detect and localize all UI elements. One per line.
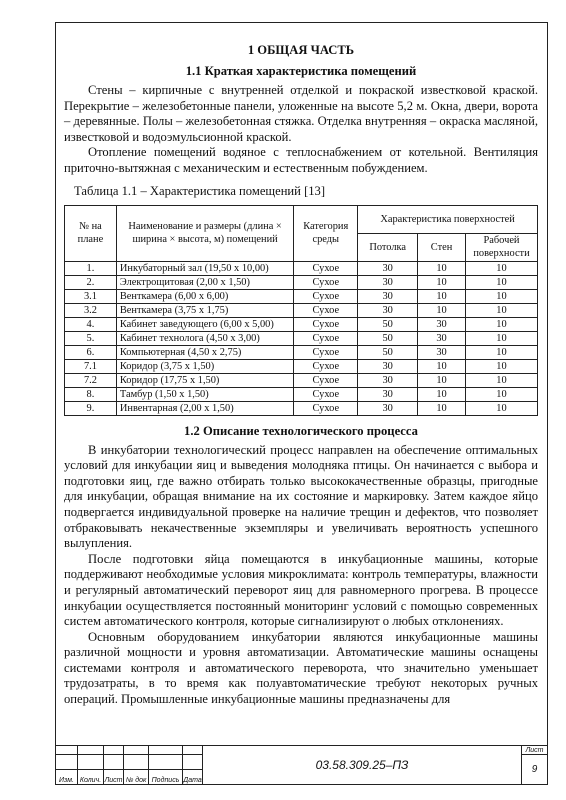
subsection-heading-1-1: 1.1 Краткая характеристика помещений — [185, 64, 417, 78]
row-work-surface: 10 — [466, 317, 538, 331]
header-num: № на плане — [65, 205, 117, 261]
table-row — [65, 317, 538, 331]
table-row — [65, 359, 538, 373]
row-name: Инвентарная (2,00 х 1,50) — [116, 401, 293, 415]
row-number: 4. — [65, 317, 117, 331]
header-ceiling: Потолка — [358, 233, 418, 261]
row-work-surface: 10 — [466, 359, 538, 373]
subsection-heading-1-2: 1.2 Описание технологического процесса — [184, 423, 418, 438]
row-walls: 10 — [418, 275, 466, 289]
row-walls: 10 — [418, 289, 466, 303]
table-row — [65, 275, 538, 289]
row-work-surface: 10 — [466, 289, 538, 303]
row-environment: Сухое — [294, 345, 358, 359]
row-ceiling: 30 — [358, 303, 418, 317]
row-ceiling: 50 — [358, 345, 418, 359]
row-name: Венткамера (3,75 х 1,75) — [116, 303, 293, 317]
header-category: Категория среды — [294, 205, 358, 261]
paragraph-process-intro: В инкубатории технологический процесс направлен на обеспечение оптимальных условий для инкубации яиц и выведения молодняка птицы. Он начинается с выбора и подготовки яиц, где важно отбирать только высококачественные образцы, пригодные для инкубации, обращая внимание на их состояние и маркировку. Затем каждое яйцо подвергается индивидуальной проверке на наличие трещин и дефектов, что позволяет отбраковывать некачественные экземпляры и увеличивать вероятность успешного вылупления. — [64, 442, 538, 551]
row-environment: Сухое — [294, 317, 358, 331]
row-walls: 10 — [418, 261, 466, 275]
page-number: 9 — [522, 755, 548, 785]
row-work-surface: 10 — [466, 387, 538, 401]
section-heading-main: 1 ОБЩАЯ ЧАСТЬ — [247, 43, 355, 57]
row-number: 2. — [65, 275, 117, 289]
row-work-surface: 10 — [466, 261, 538, 275]
row-environment: Сухое — [294, 387, 358, 401]
row-walls: 10 — [418, 359, 466, 373]
row-ceiling: 30 — [358, 387, 418, 401]
row-environment: Сухое — [294, 303, 358, 317]
row-ceiling: 30 — [358, 275, 418, 289]
row-walls: 10 — [418, 387, 466, 401]
premises-table — [64, 205, 538, 416]
header-walls: Стен — [418, 233, 466, 261]
row-number: 3.1 — [65, 289, 117, 303]
row-work-surface: 10 — [466, 331, 538, 345]
stamp-izm: Изм. — [56, 770, 78, 785]
row-environment: Сухое — [294, 359, 358, 373]
row-number: 7.2 — [65, 373, 117, 387]
row-name: Коридор (3,75 х 1,50) — [116, 359, 293, 373]
row-ceiling: 50 — [358, 331, 418, 345]
stamp-kolich: Колич. — [78, 770, 104, 785]
paragraph-walls: Стены – кирпичные с внутренней отделкой и покраской известковой краской. Перекрытие – железобетонные панели, уложенные на высоте 5,2 м. Окна, двери, ворота – деревянные. Полы – железобетонная стяжка. Отделка внутренняя – окраска масляной, известковой и водоэмульсионной краской. — [64, 83, 538, 144]
row-ceiling: 30 — [358, 289, 418, 303]
row-name: Инкубаторный зал (19,50 х 10,00) — [116, 261, 293, 275]
row-name: Венткамера (6,00 х 6,00) — [116, 289, 293, 303]
header-name: Наименование и размеры (длина × ширина × высота, м) помещений — [116, 205, 293, 261]
row-number: 6. — [65, 345, 117, 359]
row-work-surface: 10 — [466, 345, 538, 359]
paragraph-equipment: Основным оборудованием инкубатории являются инкубационные машины различной мощности и уровня автоматизации. Автоматические машины оснащены системами контроля и автоматического переворота, что значительно уменьшает трудозатраты, в то время как полуавтоматические требуют некоторых ручных операций. Промышленные инкубационные машины предназначены для — [64, 629, 538, 707]
document-body — [64, 42, 538, 708]
table-row — [65, 303, 538, 317]
row-environment: Сухое — [294, 275, 358, 289]
header-surface-group: Характеристика поверхностей — [358, 205, 538, 233]
row-walls: 30 — [418, 345, 466, 359]
table-row — [65, 373, 538, 387]
row-work-surface: 10 — [466, 373, 538, 387]
row-number: 1. — [65, 261, 117, 275]
row-work-surface: 10 — [466, 401, 538, 415]
title-block — [55, 745, 548, 785]
paragraph-heating: Отопление помещений водяное с теплоснабжением от котельной. Вентиляция приточно-вытяжная с механическим и естественным побуждением. — [64, 145, 538, 175]
row-walls: 30 — [418, 317, 466, 331]
row-walls: 10 — [418, 303, 466, 317]
row-walls: 10 — [418, 373, 466, 387]
document-number: 03.58.309.25–ПЗ — [203, 746, 522, 785]
stamp-podpis: Подпись — [149, 770, 183, 785]
row-number: 5. — [65, 331, 117, 345]
table-row — [65, 401, 538, 415]
stamp-list: Лист — [104, 770, 124, 785]
table-row — [65, 261, 538, 275]
paragraph-incubation: После подготовки яйца помещаются в инкубационные машины, которые поддерживают необходимые условия микроклимата: контроль температуры, влажности и регулярный автоматический переворот яиц для равномерного прогрева. В процессе инкубации осуществляется постоянный мониторинг условий с помощью современных систем автоматического контроля, которые сигнализируют о любых отклонениях. — [64, 551, 538, 629]
row-number: 8. — [65, 387, 117, 401]
row-name: Кабинет заведующего (6,00 х 5,00) — [116, 317, 293, 331]
row-environment: Сухое — [294, 289, 358, 303]
row-walls: 30 — [418, 331, 466, 345]
row-ceiling: 50 — [358, 317, 418, 331]
row-name: Электрощитовая (2,00 х 1,50) — [116, 275, 293, 289]
row-environment: Сухое — [294, 261, 358, 275]
table-caption: Таблица 1.1 – Характеристика помещений [13] — [74, 183, 326, 198]
row-environment: Сухое — [294, 373, 358, 387]
stamp-data: Дата — [183, 770, 203, 785]
row-number: 7.1 — [65, 359, 117, 373]
stamp-ndok: № док — [124, 770, 149, 785]
row-ceiling: 30 — [358, 373, 418, 387]
row-environment: Сухое — [294, 331, 358, 345]
row-name: Коридор (17,75 х 1,50) — [116, 373, 293, 387]
row-ceiling: 30 — [358, 261, 418, 275]
row-name: Тамбур (1,50 х 1,50) — [116, 387, 293, 401]
table-row — [65, 387, 538, 401]
header-working: Рабочей поверхности — [466, 233, 538, 261]
table-row — [65, 345, 538, 359]
row-name: Кабинет технолога (4,50 х 3,00) — [116, 331, 293, 345]
row-ceiling: 30 — [358, 401, 418, 415]
row-number: 3.2 — [65, 303, 117, 317]
row-ceiling: 30 — [358, 359, 418, 373]
row-name: Компьютерная (4,50 х 2,75) — [116, 345, 293, 359]
table-row — [65, 289, 538, 303]
row-work-surface: 10 — [466, 303, 538, 317]
row-work-surface: 10 — [466, 275, 538, 289]
row-walls: 10 — [418, 401, 466, 415]
row-number: 9. — [65, 401, 117, 415]
row-environment: Сухое — [294, 401, 358, 415]
table-row — [65, 331, 538, 345]
sheet-label: Лист — [522, 746, 548, 755]
